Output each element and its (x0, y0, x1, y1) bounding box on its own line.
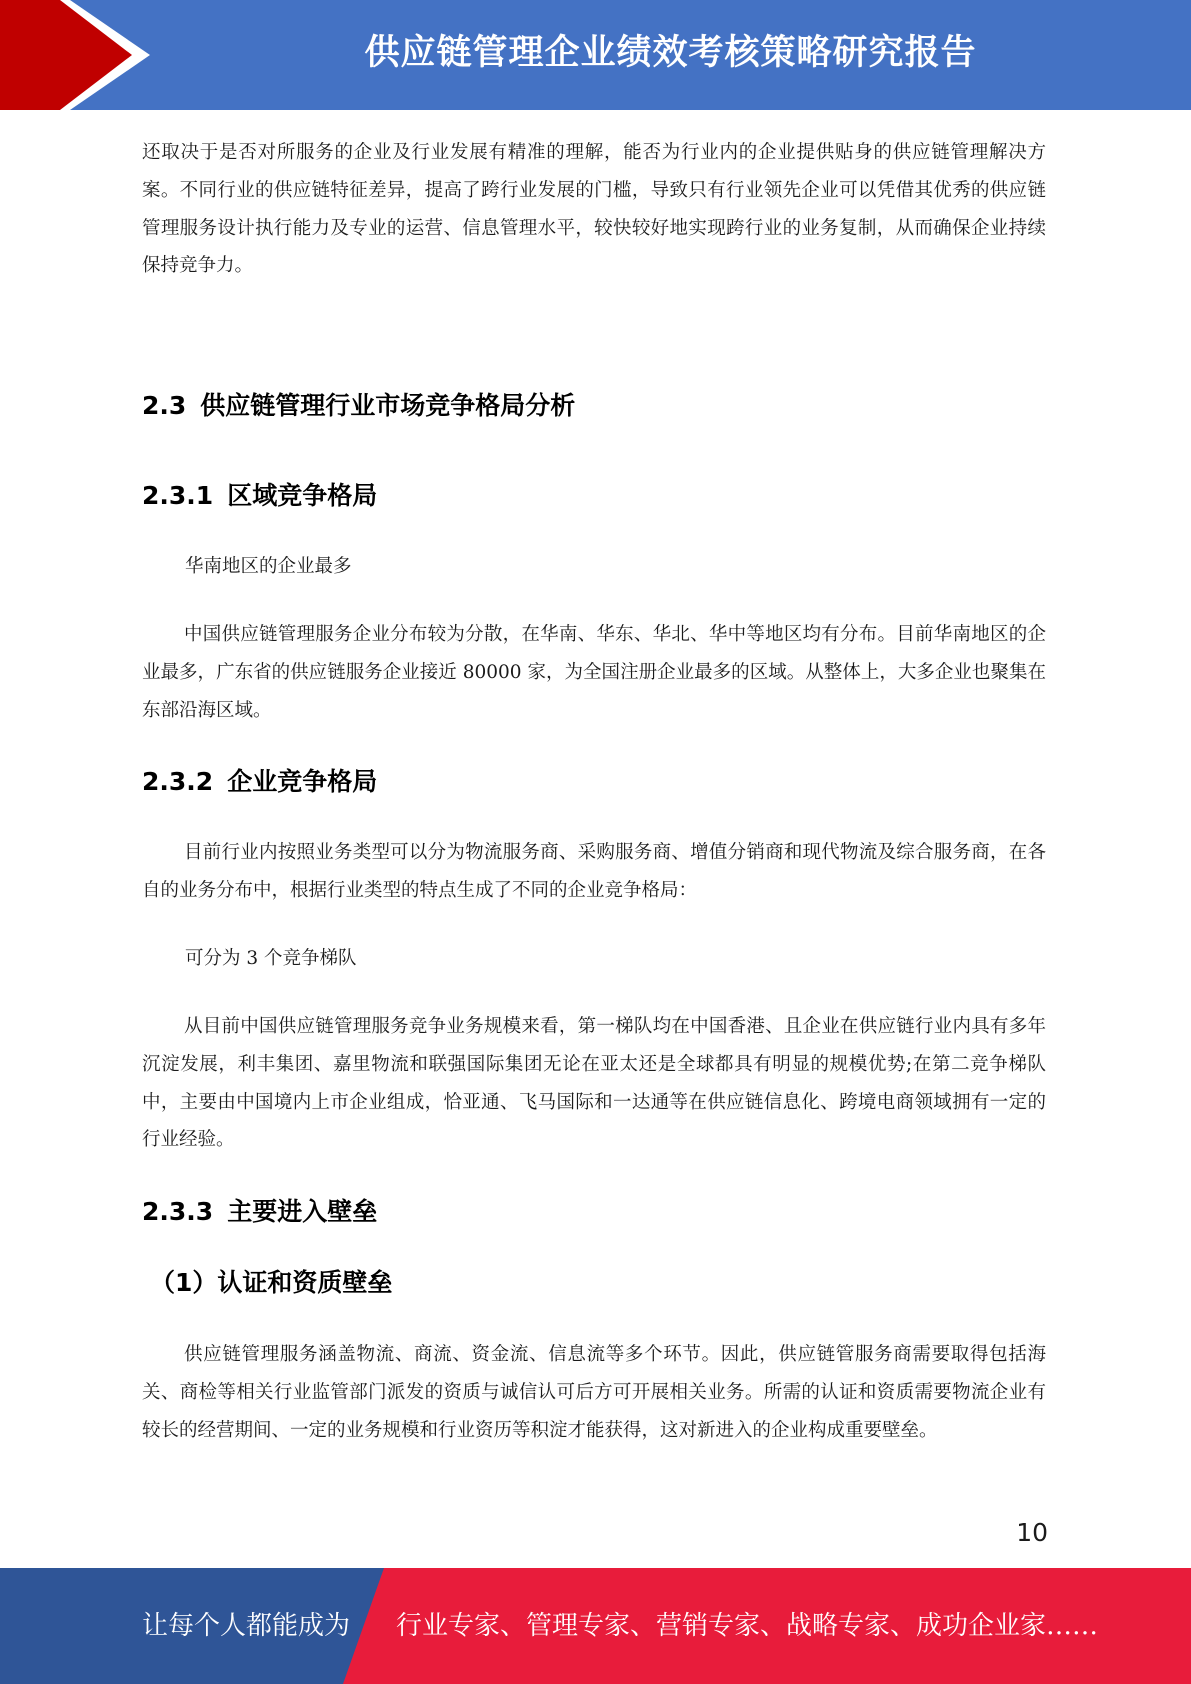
section-2-3-1-number: 2.3.1 (142, 481, 214, 510)
section-2-3-1-subheading: 华南地区的企业最多 (185, 556, 352, 577)
section-2-3-3-title: 主要进入壁垒 (227, 1197, 378, 1226)
section-2-3-2-subheading: 可分为 3 个竞争梯队 (185, 948, 357, 969)
page-number: 10 (1016, 1518, 1048, 1547)
page-footer-banner (0, 1568, 1191, 1684)
section-2-3-2-title: 企业竞争格局 (227, 767, 378, 796)
report-title: 供应链管理企业绩效考核策略研究报告 (364, 33, 977, 73)
section-2-3-1-heading (142, 476, 377, 512)
section-2-3-2-number: 2.3.2 (142, 767, 214, 796)
section-2-3-2-heading (142, 762, 377, 798)
section-2-3-3-heading (142, 1192, 377, 1228)
intro-paragraph: 还取决于是否对所服务的企业及行业发展有精准的理解，能否为行业内的企业提供贴身的供应链管理解决方案。不同行业的供应链特征差异，提高了跨行业发展的门槛，导致只有行业领先企业可以凭借其优秀的供应链管理服务设计执行能力及专业的运营、信息管理水平，较快较好地实现跨行业的业务复制，从而确保企业持续保持竞争力。 (142, 142, 1046, 277)
section-2-3-3-number: 2.3.3 (142, 1197, 214, 1226)
section-2-3-3-sub-1-paragraph: 供应链管理服务涵盖物流、商流、资金流、信息流等多个环节。因此，供应链管服务商需要取得包括海关、商检等相关行业监管部门派发的资质与诚信认可后方可开展相关业务。所需的认证和资质需要物流企业有较长的经营期间、一定的业务规模和行业资历等积淀才能获得，这对新进入的企业构成重要壁垒。 (142, 1344, 1046, 1441)
footer-slogan-right: 行业专家、管理专家、营销专家、战略专家、成功企业家…… (396, 1611, 1099, 1641)
section-2-3-1-title: 区域竞争格局 (227, 481, 378, 510)
section-2-3-3-sub-1-heading: （1）认证和资质壁垒 (150, 1268, 393, 1297)
section-2-3-2-paragraph-1: 目前行业内按照业务类型可以分为物流服务商、采购服务商、增值分销商和现代物流及综合服务商，在各自的业务分布中，根据行业类型的特点生成了不同的企业竞争格局： (142, 842, 1046, 901)
page-header-banner (0, 0, 1191, 110)
footer-slogan-left: 让每个人都能成为 (142, 1611, 351, 1641)
header-arrow-icon (0, 0, 160, 110)
section-2-3-number: 2.3 (142, 391, 187, 420)
section-2-3-heading (142, 386, 575, 422)
section-2-3-1-paragraph: 中国供应链管理服务企业分布较为分散，在华南、华东、华北、华中等地区均有分布。目前华南地区的企业最多，广东省的供应链服务企业接近 80000 家，为全国注册企业最多的区域。从整体上，大多企业也聚集在东部沿海区域。 (142, 624, 1046, 721)
section-2-3-2-paragraph-2: 从目前中国供应链管理服务竞争业务规模来看，第一梯队均在中国香港、且企业在供应链行业内具有多年沉淀发展，利丰集团、嘉里物流和联强国际集团无论在亚太还是全球都具有明显的规模优势;在第二竞争梯队中，主要由中国境内上市企业组成，恰亚通、飞马国际和一达通等在供应链信息化、跨境电商领域拥有一定的行业经验。 (142, 1016, 1046, 1151)
section-2-3-title: 供应链管理行业市场竞争格局分析 (200, 391, 576, 420)
